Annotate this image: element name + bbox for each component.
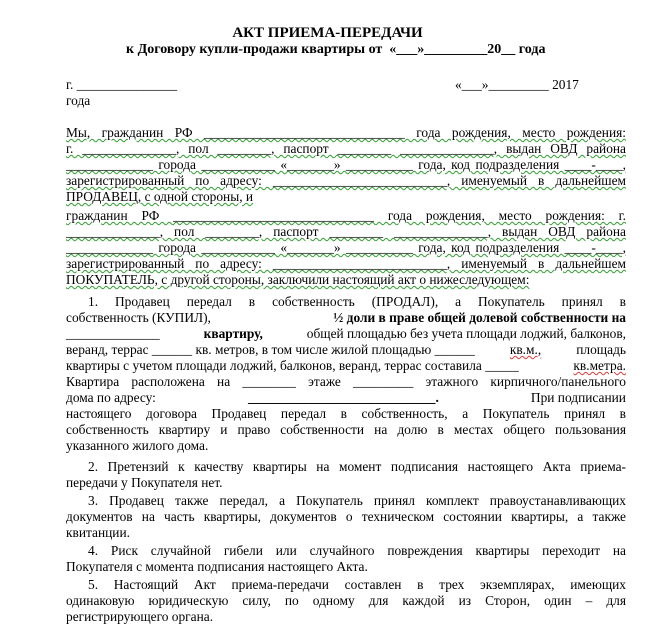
p1-line-7 xyxy=(66,390,626,406)
p3-line-2: документов на часть квартиры, документов о техническом состоянии квартиры, а также xyxy=(66,509,626,524)
p1-line-3-a: ______________ xyxy=(66,326,160,341)
date-field: «___»_________ 2017 xyxy=(455,77,579,92)
year-word: года xyxy=(66,93,91,108)
p1-line-5 xyxy=(66,358,626,374)
p1-line-5-a: квартиры с учетом площади лоджий, балконов, веранд, террас составила _____ xyxy=(66,358,519,373)
city-field: г. _______________ xyxy=(66,77,178,92)
p1-line-3-b: квартиру, xyxy=(203,326,263,341)
p1-line-10: указанного жилого дома. xyxy=(66,438,209,453)
seller-line-4: зарегистрированный по адресу: __________________________, именуемый в дальнейшем xyxy=(66,173,626,188)
p1-line-5-b: кв.метра. xyxy=(573,358,626,373)
buyer-line-4: зарегистрированный по адресу: __________________________, именуемый в дальнейшем xyxy=(66,256,626,271)
p1-line-6: Квартира расположена на ________ этаже _________ этажного кирпичного/панельного xyxy=(66,374,626,389)
p1-line-4 xyxy=(66,342,626,358)
document-title: АКТ ПРИЕМА-ПЕРЕДАЧИ xyxy=(232,25,423,41)
buyer-line-5: ПОКУПАТЕЛЬ, с другой стороны, заключили настоящий акт о нижеследующем: xyxy=(66,272,530,287)
buyer-line-1: гражданин РФ ______________________________ года рождения, место рождения: г. xyxy=(66,208,626,223)
p5-line-1: 5. Настоящий Акт приема-передачи составлен в трех экземплярах, имеющих xyxy=(88,577,626,592)
buyer-line-2: ______________, пол ________, паспорт ________ ______________, выдан ОВД района xyxy=(66,224,626,239)
p1-line-3-c: общей площадью без учета площади лоджий, балконов, xyxy=(306,326,626,341)
p4-line-2: Покупателя с момента подписания настоящего Акта. xyxy=(66,559,368,574)
p1-line-7-a: дома по адресу: xyxy=(66,390,156,405)
p1-line-7-c: При подписании xyxy=(530,390,626,405)
p2-line-1: 2. Претензий к качеству квартиры на момент подписания настоящего Акта приема- xyxy=(88,459,626,474)
p1-line-2-a: собственность (КУПИЛ), xyxy=(66,310,211,325)
p1-line-2-b: ½ доли в праве общей долевой собственности на xyxy=(333,310,626,325)
seller-line-1: Мы, гражданин РФ ______________________________ года рождения, место рождения: xyxy=(66,125,626,140)
p1-line-7-b: ____________________________. xyxy=(247,390,439,405)
seller-line-2: г. ______________, пол ________, паспорт ________ ______________, выдан ОВД района xyxy=(66,141,626,156)
p1-line-3 xyxy=(66,326,626,342)
p5-line-2: одинаковую юридическую силу, по одному для каждой из Сторон, один – для xyxy=(66,593,626,608)
p1-line-8: настоящего договора Продавец передал в собственность, а Покупатель принял в xyxy=(66,406,626,421)
p4-line-1: 4. Риск случайной гибели или случайного повреждения квартиры переходит на xyxy=(88,543,626,558)
seller-line-3: _____________ города ___________ «_______» __________ года, код подразделения ____-____, xyxy=(66,157,626,172)
p3-line-3: квитанции. xyxy=(66,525,130,540)
seller-line-5: ПРОДАВЕЦ, с одной стороны, и xyxy=(66,189,254,204)
p2-line-2: передачи у Покупателя нет. xyxy=(66,475,223,490)
p1-line-9: собственность квартиру и право собственности на долю в местах общего пользования xyxy=(66,422,626,437)
document-subtitle: к Договору купли-продажи квартиры от «___»_________20__ года xyxy=(126,42,546,57)
p1-line-1: 1. Продавец передал в собственность (ПРОДАЛ), а Покупатель принял в xyxy=(88,294,626,309)
p1-line-2 xyxy=(66,310,626,326)
p1-line-4-b: кв.м., xyxy=(509,342,542,357)
p1-line-4-a: веранд, террас ______ кв. метров, в том числе жилой площадью ______ xyxy=(66,342,475,357)
buyer-line-3: _____________ города ___________ «_______» __________ года, код подразделения ____-____, xyxy=(66,240,626,255)
p3-line-1: 3. Продавец также передал, а Покупатель принял комплект правоустанавливающих xyxy=(88,493,626,508)
p5-line-3: регистрирующего органа. xyxy=(66,609,214,624)
p1-line-4-c: площадь xyxy=(576,342,626,357)
